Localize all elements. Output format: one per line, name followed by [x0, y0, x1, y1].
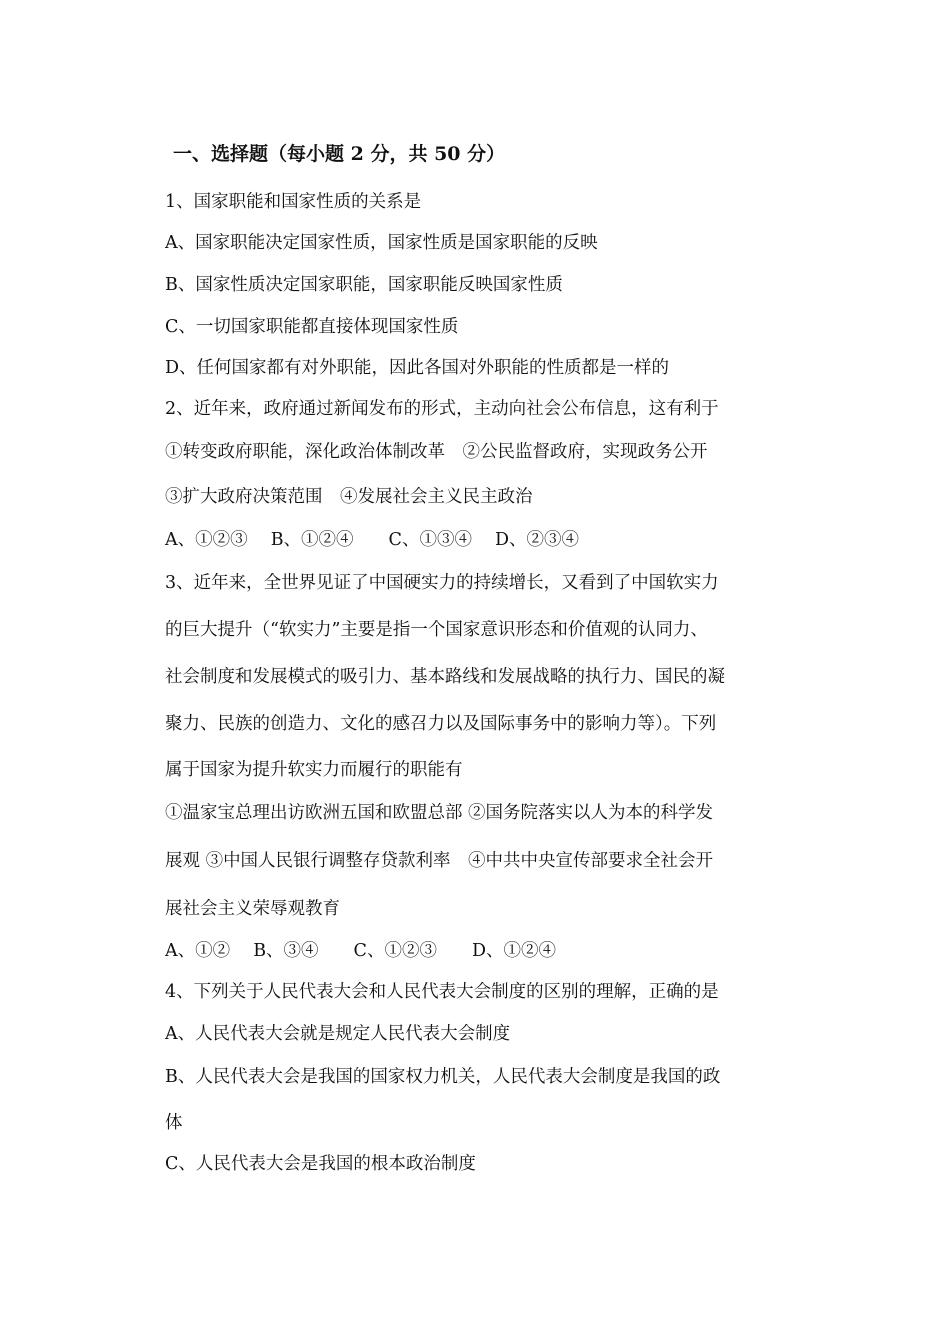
question-2-options: A、①②③ B、①②④ C、①③④ D、②③④	[165, 530, 580, 550]
question-3-statements-line-1: ①温家宝总理出访欧洲五国和欧盟总部 ②国务院落实以人为本的科学发	[165, 803, 714, 823]
question-4-stem: 4、下列关于人民代表大会和人民代表大会制度的区别的理解，正确的是	[165, 982, 719, 1002]
question-1-option-b: B、国家性质决定国家职能，国家职能反映国家性质	[165, 275, 563, 295]
question-1-option-a: A、国家职能决定国家性质，国家性质是国家职能的反映	[165, 233, 598, 253]
question-3-stem-line-3: 社会制度和发展模式的吸引力、基本路线和发展战略的执行力、国民的凝	[165, 667, 725, 687]
question-4-option-b-line-1: B、人民代表大会是我国的国家权力机关，人民代表大会制度是我国的政	[165, 1067, 721, 1087]
question-3-stem-line-5: 属于国家为提升软实力而履行的职能有	[165, 760, 463, 780]
question-2-stem: 2、近年来，政府通过新闻发布的形式，主动向社会公布信息，这有利于	[165, 399, 719, 419]
question-1-stem: 1、国家职能和国家性质的关系是	[165, 192, 422, 212]
question-3-options: A、①② B、③④ C、①②③ D、①②④	[165, 941, 556, 961]
question-2-statements-line-2: ③扩大政府决策范围 ④发展社会主义民主政治	[165, 487, 533, 507]
question-4-option-c: C、人民代表大会是我国的根本政治制度	[165, 1154, 476, 1174]
question-1-option-d: D、任何国家都有对外职能，因此各国对外职能的性质都是一样的	[165, 358, 670, 378]
section-heading: 一、选择题（每小题 2 分，共 50 分）	[173, 143, 506, 165]
question-3-stem-line-4: 聚力、民族的创造力、文化的感召力以及国际事务中的影响力等）。下列	[165, 714, 717, 734]
question-3-stem-line-1: 3、近年来，全世界见证了中国硬实力的持续增长，又看到了中国软实力	[165, 573, 719, 593]
question-1-option-c: C、一切国家职能都直接体现国家性质	[165, 317, 459, 337]
question-3-statements-line-2: 展观 ③中国人民银行调整存贷款利率 ④中共中央宣传部要求全社会开	[165, 851, 714, 871]
question-3-statements-line-3: 展社会主义荣辱观教育	[165, 899, 340, 919]
question-4-option-b-line-2: 体	[165, 1113, 183, 1133]
question-3-stem-line-2: 的巨大提升（“软实力”主要是指一个国家意识形态和价值观的认同力、	[165, 620, 708, 640]
question-2-statements-line-1: ①转变政府职能，深化政治体制改革 ②公民监督政府，实现政务公开	[165, 442, 708, 462]
question-4-option-a: A、人民代表大会就是规定人民代表大会制度	[165, 1024, 511, 1044]
